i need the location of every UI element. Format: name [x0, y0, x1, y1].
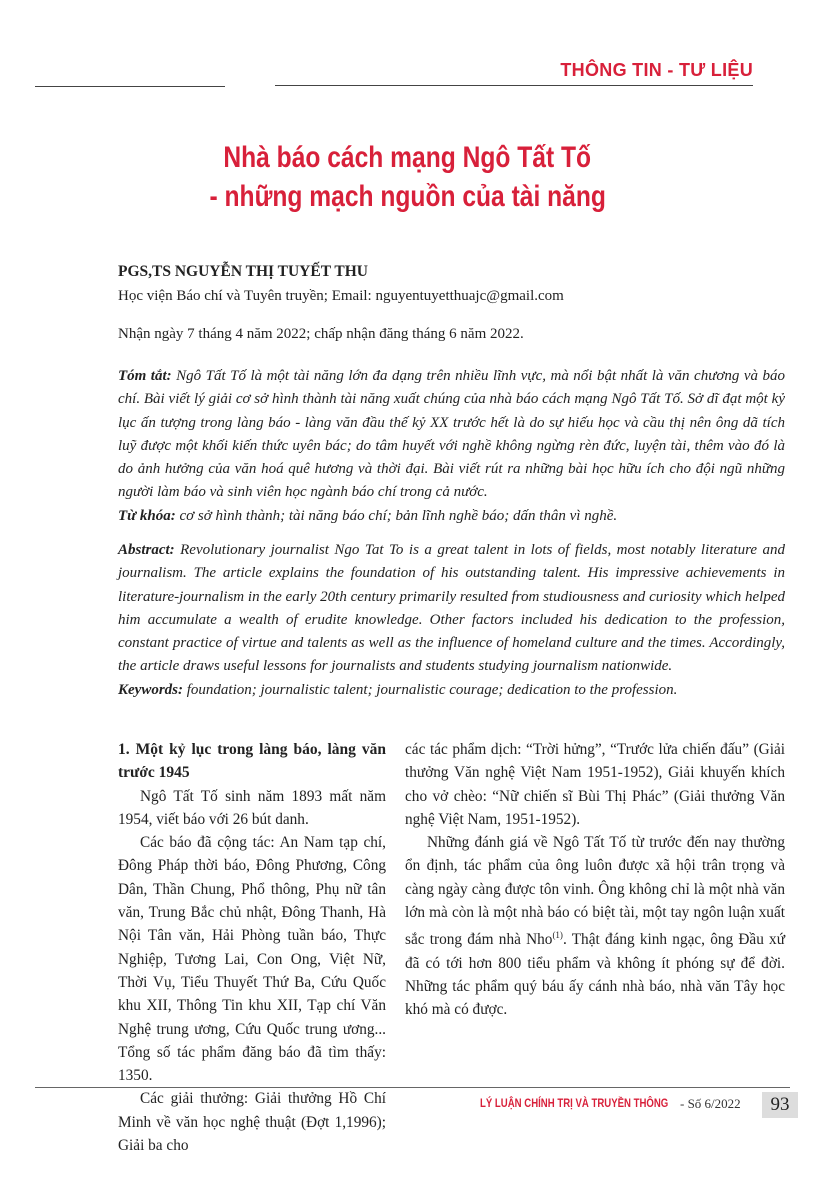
footnote-ref[interactable]: (1) — [552, 930, 563, 941]
body-column-right — [405, 738, 785, 1022]
paragraph: Các báo đã cộng tác: An Nam tạp chí, Đông Pháp thời báo, Đông Phương, Công Dân, Thần Chung, Phổ thông, Phụ nữ tân văn, Trung Bắc chủ nhật, Đông Thanh, Hà Nội Tân văn, Hải Phòng tuần báo, Thực Nghiệp, Tương Lai, Con Ong, Việt Nữ, Thời Vụ, Tiểu Thuyết Thứ Ba, Cứu Quốc khu XII, Thông Tin khu XII, Tạp chí Văn Nghệ trung ương, Cứu Quốc trung ương... Tổng số tác phẩm đăng báo đã tìm thấy: 1350. — [118, 834, 386, 1085]
page-number: 93 — [762, 1092, 798, 1118]
paragraph: Các giải thưởng: Giải thưởng Hồ Chí Minh về văn học nghệ thuật (Đợt 1,1996); Giải ba cho — [118, 1090, 386, 1155]
abstract-vn-label: Tóm tắt: — [118, 368, 172, 384]
author-name: PGS,TS NGUYỄN THỊ TUYẾT THU — [118, 263, 368, 280]
abstract-en-text: Revolutionary journalist Ngo Tat To is a great talent in lots of fields, most notably literature and journalism. The article explains the foundation of his outstanding talent. His impressive achievements in literature-journalism in the early 20th century primarily resulted from studiousness and curiosity which helped him accumulate a wealth of erudite knowledge. Other factors included his dedication to the profession, constant practice of virtue and talents as well as the influence of homeland culture and the times. Accordingly, the article draws useful lessons for journalists and students studying journalism nationwide. — [118, 542, 785, 675]
title-line-2: - những mạch nguồn của tài năng — [209, 180, 606, 213]
issue-number: - Số 6/2022 — [680, 1096, 741, 1111]
paragraph-text: Những đánh giá về Ngô Tất Tố từ trước đến nay thường ổn định, tác phẩm của ông luôn được xã hội trân trọng và càng ngày càng được tôn vinh. Ông không chỉ là một nhà văn lớn mà còn là một nhà báo có biệt tài, một tay ngôn luận xuất sắc trong đám nhà Nho — [405, 834, 785, 949]
abstract-english — [118, 539, 785, 702]
author-affiliation: Học viện Báo chí và Tuyên truyền; Email: nguyentuyetthuajc@gmail.com — [118, 288, 564, 304]
section-tag: THÔNG TIN - TƯ LIỆU — [560, 60, 753, 80]
paragraph: các tác phẩm dịch: “Trời hửng”, “Trước lửa chiến đấu” (Giải thưởng Văn nghệ Việt Nam 1951-1952), Giải khuyến khích cho vở chèo: “Nữ chiến sĩ Bùi Thị Phác” (Giải thưởng Văn nghệ Việt Nam, 1951-1952). — [405, 741, 785, 828]
keywords-en-text: foundation; journalistic talent; journalistic courage; dedication to the profession. — [183, 681, 678, 698]
keywords-vn-text: cơ sở hình thành; tài năng báo chí; bản lĩnh nghề báo; dấn thân vì nghề. — [175, 507, 618, 524]
keywords-vn-label: Từ khóa: — [118, 507, 176, 524]
article-title — [0, 138, 815, 216]
paragraph: Ngô Tất Tố sinh năm 1893 mất năm 1954, viết báo với 26 bút danh. — [118, 787, 386, 828]
body-column-left — [118, 738, 386, 1157]
abstract-vietnamese — [118, 365, 785, 528]
paragraph-text: . Thật đáng kinh ngạc, ông Đầu xứ đã có tới hơn 800 tiểu phẩm và không ít phóng sự để đời. Những tác phẩm quý báu ấy cánh nhà báo, nhà văn Tây học khó mà có được. — [405, 931, 785, 1019]
abstract-en-label: Abstract: — [118, 542, 175, 558]
abstract-vn-text: Ngô Tất Tố là một tài năng lớn đa dạng trên nhiều lĩnh vực, mà nổi bật nhất là văn chương và báo chí. Bài viết lý giải cơ sở hình thành tài năng xuất chúng của nhà báo cách mạng Ngô Tất Tố. Sở dĩ đạt một kỷ lục ấn tượng trong làng báo - làng văn đầu thế kỷ XX trước hết là do sự hiếu học và cầu thị nên ông dã tích luỹ được một khối kiến thức uyên bác; do tâm huyết với nghề không ngừng rèn đức, luyện tài, thêm vào đó là do ảnh hưởng của văn hoá quê hương và thời đại. Bài viết rút ra những bài học hữu ích cho đội ngũ những người làm báo và sinh viên học ngành báo chí trong cả nước. — [118, 368, 786, 501]
keywords-en-label: Keywords: — [118, 681, 183, 698]
footer-rule — [35, 1087, 790, 1088]
journal-name: LÝ LUẬN CHÍNH TRỊ VÀ TRUYỀN THÔNG — [480, 1096, 669, 1110]
title-line-1: Nhà báo cách mạng Ngô Tất Tố — [223, 141, 592, 174]
paragraph — [405, 831, 785, 1021]
received-date: Nhận ngày 7 tháng 4 năm 2022; chấp nhận đăng tháng 6 năm 2022. — [118, 326, 524, 342]
header-rule-right — [275, 85, 753, 86]
section-heading: 1. Một kỷ lục trong làng báo, làng văn trước 1945 — [118, 741, 386, 782]
header-rule-left — [35, 86, 225, 87]
